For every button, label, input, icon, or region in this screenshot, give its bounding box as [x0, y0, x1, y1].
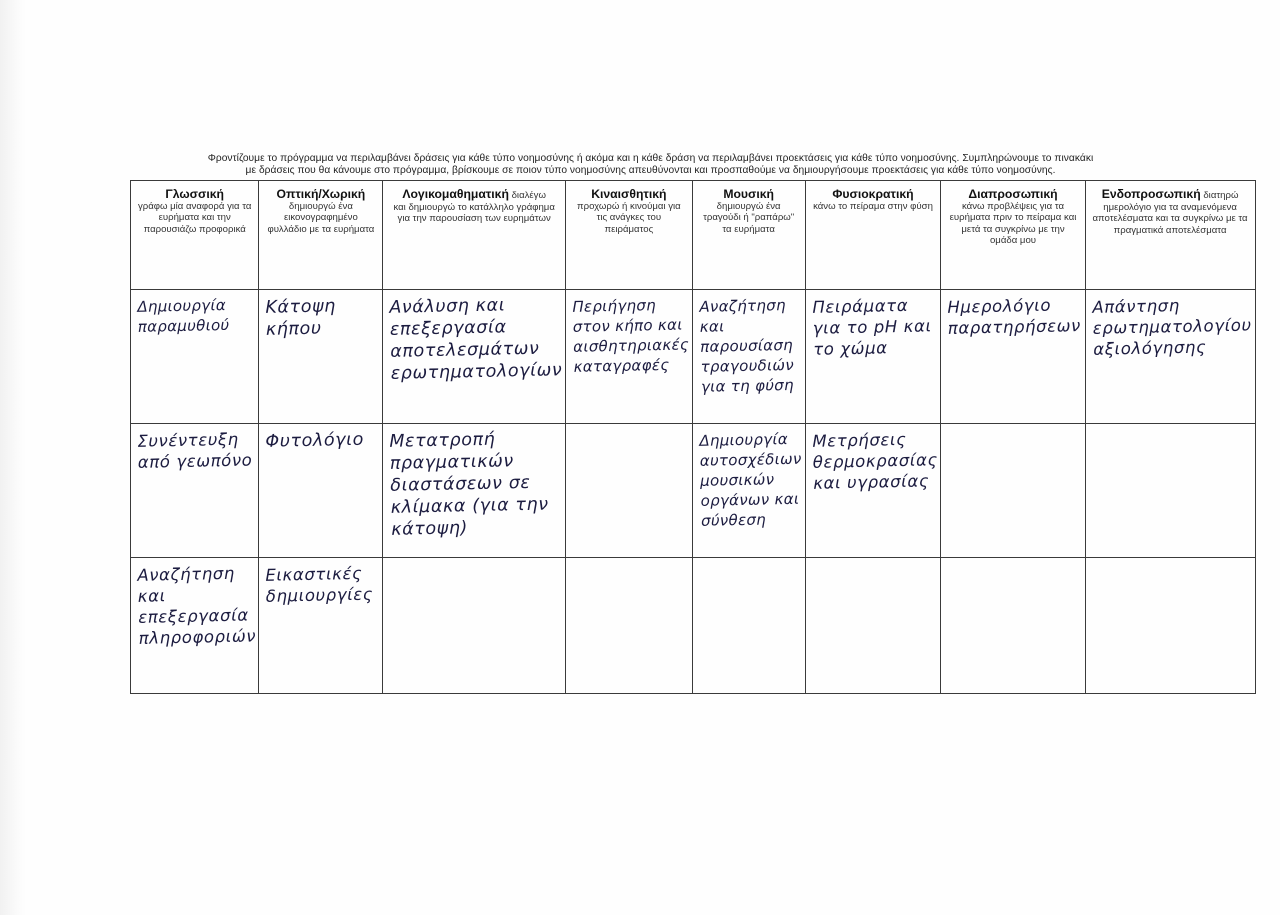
table-cell — [383, 558, 566, 694]
handwritten-entry — [941, 424, 1084, 431]
header-linguistic — [131, 181, 259, 290]
handwritten-entry: Δημιουργία αυτοσχέδιων μουσικών οργάνων και σύνθεση — [698, 430, 802, 530]
header-interpersonal — [941, 181, 1085, 290]
table-cell — [1085, 424, 1255, 558]
handwritten-entry: Πειράματα για το pH και το χώμα — [811, 295, 932, 359]
header-description: κάνω το πείραμα στην φύση — [813, 200, 933, 212]
header-description-inline: διατηρώ — [1203, 190, 1239, 201]
handwritten-entry — [806, 558, 941, 565]
header-logical-mathematical — [383, 181, 566, 290]
handwritten-entry — [1086, 424, 1255, 431]
header-naturalist — [805, 181, 941, 290]
handwritten-entry — [566, 424, 692, 431]
table-cell — [805, 424, 941, 558]
instructions-text — [118, 153, 1183, 177]
scan-shadow-edge — [0, 0, 26, 915]
intelligences-table — [130, 180, 1256, 694]
header-description: προχωρώ ή κινούμαι για τις ανάγκες του πειράματος — [577, 200, 681, 235]
header-row — [131, 181, 1256, 290]
table-cell — [383, 290, 566, 424]
header-title: Φυσιοκρατική — [832, 187, 914, 201]
table-cell — [941, 424, 1085, 558]
table-cell — [259, 558, 383, 694]
handwritten-entry — [1086, 558, 1255, 565]
table-cell — [383, 424, 566, 558]
handwritten-entry: Δημιουργία παραμυθιού — [137, 296, 230, 336]
instructions-line-1: Φροντίζουμε το πρόγραμμα να περιλαμβάνει δράσεις για κάθε τύπο νοημοσύνης ή ακόμα και η κάθε δράση να περιλαμβάνει προεκτάσεις για κάθε τύπο νοημοσύνης. Συμπληρώνουμε το πινακάκι — [207, 153, 1094, 164]
table-cell — [565, 424, 692, 558]
handwritten-entry — [941, 558, 1084, 565]
table-cell — [692, 290, 805, 424]
table-cell — [565, 290, 692, 424]
table-cell — [941, 290, 1085, 424]
table-cell — [941, 558, 1085, 694]
table-cell — [131, 558, 259, 694]
table-cell — [259, 290, 383, 424]
header-title: Οπτική/Χωρική — [276, 187, 366, 201]
header-description-inline: διαλέγω — [511, 190, 546, 201]
header-description: γράφω μία αναφορά για τα ευρήματα και την παρουσιάζω προφορικά — [137, 200, 252, 235]
header-title: Ενδοπροσωπική — [1101, 187, 1201, 201]
table-row — [131, 558, 1256, 694]
table-cell — [805, 558, 941, 694]
table-cell — [565, 558, 692, 694]
instructions-line-2: με δράσεις που θα κάνουμε στο πρόγραμμα, βρίσκουμε σε ποιον τύπο νοημοσύνης απευθύνονται και προσπαθούμε να δημιουργήσουμε προεκτάσεις για κάθε τύπο νοημοσύνης. — [245, 165, 1056, 176]
table-cell — [692, 558, 805, 694]
header-intrapersonal — [1085, 181, 1255, 290]
handwritten-entry: Ημερολόγιο παρατηρήσεων — [947, 295, 1082, 338]
table-cell — [131, 424, 259, 558]
header-title: Λογικομαθηματική — [402, 187, 509, 201]
header-description: κάνω προβλέψεις για τα ευρήματα πριν το πείραμα και μετά τα συγκρίνω με την ομάδα μου — [949, 200, 1077, 247]
table-cell — [1085, 290, 1255, 424]
handwritten-entry: Φυτολόγιο — [265, 429, 365, 452]
table-row — [131, 424, 1256, 558]
header-description: δημιουργώ ένα εικονογραφημένο φυλλάδιο με τα ευρήματα — [267, 200, 375, 235]
header-title: Μουσική — [723, 187, 774, 201]
header-visual-spatial — [259, 181, 383, 290]
handwritten-entry — [693, 558, 805, 565]
handwritten-entry: Μετρήσεις θερμοκρασίας και υγρασίας — [811, 429, 938, 493]
handwritten-entry: Αναζήτηση και επεξεργασία πληροφοριών — [137, 563, 257, 648]
header-title: Κιναισθητική — [591, 187, 667, 201]
table-cell — [692, 424, 805, 558]
handwritten-entry: Περιήγηση στον κήπο και αισθητηριακές καταγραφές — [572, 296, 690, 376]
table-cell — [131, 290, 259, 424]
header-title: Γλωσσική — [165, 187, 224, 201]
handwritten-entry — [566, 558, 692, 565]
handwritten-entry: Κάτοψη κήπου — [265, 296, 337, 340]
handwritten-entry: Αναζήτηση και παρουσίαση τραγουδιών για τη φύση — [698, 296, 794, 396]
header-description: δημιουργώ ένα τραγούδι ή "ραπάρω" τα ευρήματα — [703, 200, 795, 235]
table-row — [131, 290, 1256, 424]
table-cell — [259, 424, 383, 558]
table-cell — [805, 290, 941, 424]
handwritten-entry: Εικαστικές δημιουργίες — [265, 563, 374, 606]
handwritten-entry: Απάντηση ερωτηματολογίου αξιολόγησης — [1091, 296, 1252, 359]
handwritten-entry: Μετατροπή πραγματικών διαστάσεων σε κλίμακα (για την κάτοψη) — [389, 429, 550, 540]
header-description: ημερολόγιο για τα αναμενόμενα αποτελέσματα και τα συγκρίνω με τα πραγματικά αποτελέσματα — [1092, 201, 1248, 236]
header-musical — [692, 181, 805, 290]
handwritten-entry — [383, 558, 565, 565]
header-kinesthetic — [565, 181, 692, 290]
table-cell — [1085, 558, 1255, 694]
header-title: Διαπροσωπική — [968, 187, 1058, 201]
handwritten-entry: Συνέντευξη από γεωπόνο — [137, 429, 253, 472]
header-description: και δημιουργώ το κατάλληλο γράφημα για την παρουσίαση των ευρημάτων — [393, 201, 555, 225]
handwritten-entry: Ανάλυση και επεξεργασία αποτελεσμάτων ερωτηματολογίων — [389, 295, 563, 384]
